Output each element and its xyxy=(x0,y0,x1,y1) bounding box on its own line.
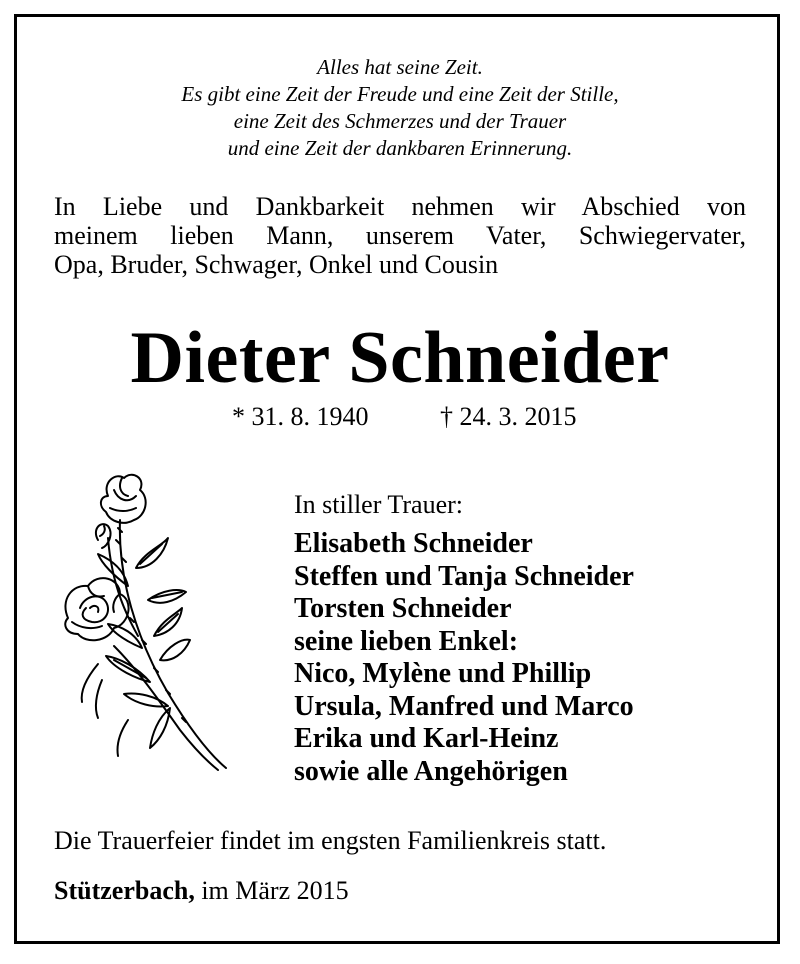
rose-illustration-icon xyxy=(58,468,238,778)
place-and-date xyxy=(54,876,349,906)
date: im März 2015 xyxy=(201,876,349,905)
poem-line-1: Alles hat seine Zeit. xyxy=(317,55,483,79)
mourner-line: sowie alle Angehörigen xyxy=(294,755,568,787)
mourning-intro: In stiller Trauer: xyxy=(294,490,463,519)
intro-line-1: In Liebe und Dankbarkeit nehmen wir Abschied von xyxy=(54,192,746,221)
mourner-line: Elisabeth Schneider xyxy=(294,528,533,559)
poem-line-2: Es gibt eine Zeit der Freude und eine Zeit der Stille, xyxy=(181,82,619,106)
death-date: † 24. 3. 2015 xyxy=(440,402,577,431)
poem-line-4: und eine Zeit der dankbaren Erinnerung. xyxy=(227,136,573,160)
mourner-line: Erika und Karl-Heinz xyxy=(294,723,559,754)
mourner-line: Ursula, Manfred und Marco xyxy=(294,690,634,722)
poem-line-3: eine Zeit des Schmerzes und der Trauer xyxy=(233,109,567,133)
mourners-list xyxy=(294,528,634,788)
poem xyxy=(0,54,800,162)
mourner-line: seine lieben Enkel: xyxy=(294,625,519,657)
mourner-line: Steffen und Tanja Schneider xyxy=(294,560,634,592)
intro-line-3: Opa, Bruder, Schwager, Onkel und Cousin xyxy=(54,250,499,279)
intro-line-2: meinem lieben Mann, unserem Vater, Schwiegervater, xyxy=(54,221,746,250)
place: Stützerbach, xyxy=(54,876,195,905)
ceremony-note: Die Trauerfeier findet im engsten Familienkreis statt. xyxy=(54,826,607,855)
mourner-line: Nico, Mylène und Phillip xyxy=(294,658,592,689)
birth-date: * 31. 8. 1940 xyxy=(232,402,369,431)
mourner-line: Torsten Schneider xyxy=(294,593,512,624)
deceased-name: Dieter Schneider xyxy=(130,317,670,399)
intro-text xyxy=(54,192,746,279)
